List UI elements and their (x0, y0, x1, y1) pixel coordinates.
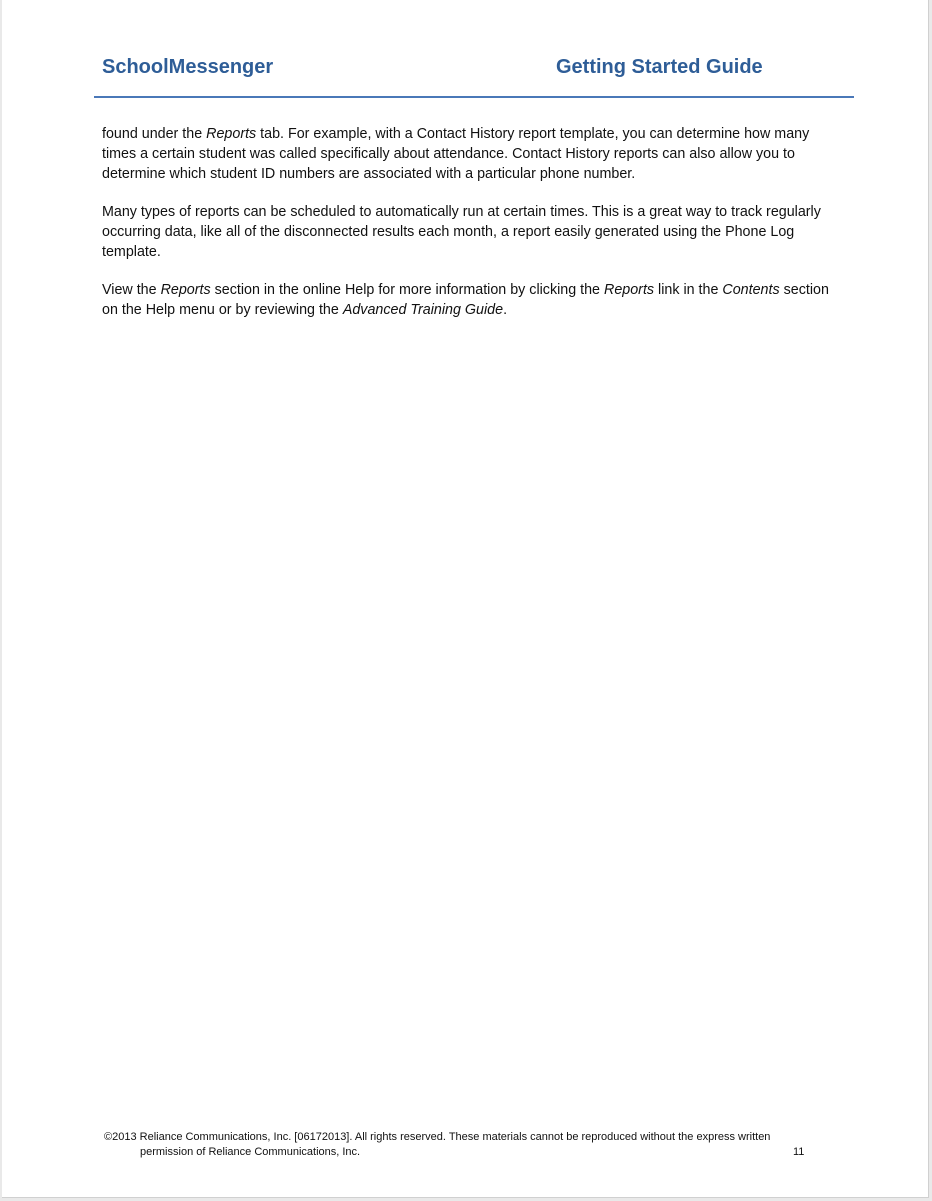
copyright-line: ©2013 Reliance Communications, Inc. [06172013]. All rights reserved. These materials cannot be reproduced without the express written (104, 1131, 771, 1143)
emphasis-advanced-training-guide: Advanced Training Guide (342, 302, 504, 318)
body-content (102, 124, 842, 338)
text-segment: section in the online Help for more information by clicking the (210, 282, 604, 298)
page-header (94, 52, 854, 98)
brand-title: SchoolMessenger (102, 56, 274, 78)
emphasis-reports-link: Reports (604, 282, 655, 298)
emphasis-reports: Reports (206, 126, 257, 142)
text-segment: found under the (102, 126, 207, 142)
paragraph-reports-tab (102, 124, 842, 184)
text-segment: link in the (654, 282, 723, 298)
copyright-line-continued (104, 1145, 844, 1160)
emphasis-reports: Reports (160, 282, 211, 298)
text-segment: . (503, 302, 508, 318)
page-footer (104, 1130, 844, 1160)
text-segment: tab. For example, with a Contact History report template, you can determine how many times a certain student was called specifically about attendance. Contact History reports can also allow you to determine which student ID numbers are associated with a particular phone number. (102, 126, 810, 182)
guide-title: Getting Started Guide (556, 56, 763, 78)
text-segment: section on the Help menu or by reviewing the (102, 282, 829, 318)
page-number: 11 (793, 1146, 805, 1158)
document-page (2, 0, 929, 1198)
paragraph-help-reference (102, 280, 842, 320)
copyright-permission: permission of Reliance Communications, Inc. (140, 1146, 361, 1158)
text-segment: View the (102, 282, 161, 298)
emphasis-contents: Contents (722, 282, 780, 298)
paragraph-scheduled-reports: Many types of reports can be scheduled to automatically run at certain times. This is a great way to track regularly occurring data, like all of the disconnected results each month, a report easily generated using the Phone Log template. (102, 204, 821, 260)
